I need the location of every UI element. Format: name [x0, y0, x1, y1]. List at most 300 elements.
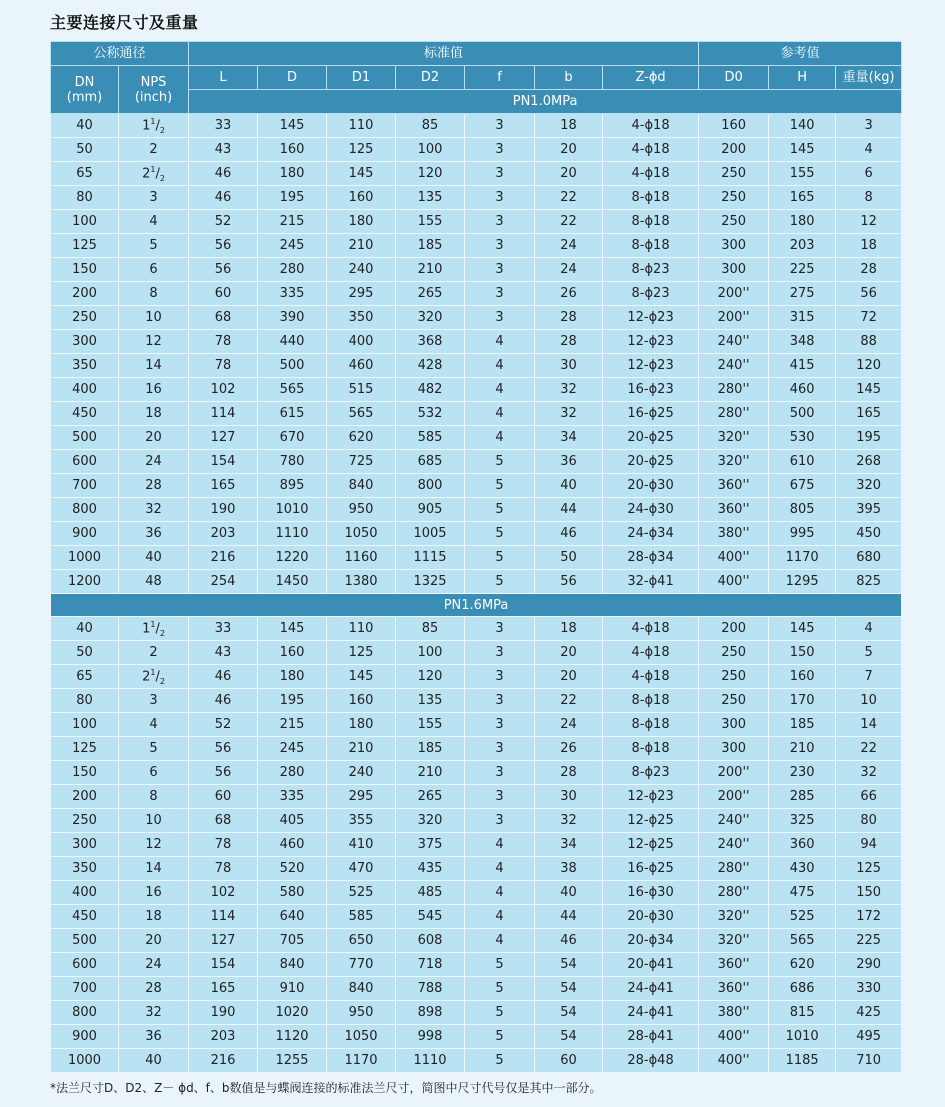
- cell-d: 580: [258, 881, 327, 905]
- cell-bolts: 8-ϕ18: [603, 234, 699, 258]
- nps-whole: 18: [145, 909, 162, 924]
- table-row: [51, 522, 902, 546]
- cell-l: 43: [189, 138, 258, 162]
- nps-whole: 8: [149, 286, 158, 301]
- nps-fraction-numerator: 1: [150, 164, 156, 174]
- cell-nps: [119, 570, 189, 594]
- cell-d2: 1325: [396, 570, 465, 594]
- cell-bolts: 12-ϕ23: [603, 306, 699, 330]
- cell-h: 500: [769, 402, 836, 426]
- cell-d2: 100: [396, 138, 465, 162]
- cell-f: 4: [465, 354, 535, 378]
- cell-b: 54: [535, 977, 603, 1001]
- cell-weight: 94: [836, 833, 902, 857]
- cell-l: 78: [189, 857, 258, 881]
- cell-b: 28: [535, 761, 603, 785]
- cell-bolts: 20-ϕ25: [603, 450, 699, 474]
- cell-d1: 110: [327, 114, 396, 138]
- table-row: [51, 665, 902, 689]
- cell-d2: 608: [396, 929, 465, 953]
- cell-b: 24: [535, 258, 603, 282]
- nps-fraction-numerator: 1: [150, 619, 156, 629]
- cell-d2: 585: [396, 426, 465, 450]
- cell-nps: [119, 546, 189, 570]
- cell-l: 68: [189, 306, 258, 330]
- cell-d1: 180: [327, 210, 396, 234]
- cell-f: 4: [465, 426, 535, 450]
- nps-whole: 48: [145, 574, 162, 589]
- table-row: [51, 737, 902, 761]
- cell-d2: 120: [396, 162, 465, 186]
- cell-h: 155: [769, 162, 836, 186]
- table-row: [51, 905, 902, 929]
- cell-d1: 515: [327, 378, 396, 402]
- cell-b: 56: [535, 570, 603, 594]
- cell-d0: 200: [699, 138, 769, 162]
- cell-d0: 320'': [699, 426, 769, 450]
- cell-nps: [119, 474, 189, 498]
- cell-weight: 66: [836, 785, 902, 809]
- cell-dn: 500: [51, 426, 119, 450]
- cell-d2: 435: [396, 857, 465, 881]
- cell-d1: 1050: [327, 1025, 396, 1049]
- cell-d: 195: [258, 186, 327, 210]
- header-dn: [51, 66, 119, 114]
- cell-nps: [119, 833, 189, 857]
- nps-fraction-slash: /: [155, 668, 160, 684]
- cell-l: 46: [189, 162, 258, 186]
- cell-weight: 425: [836, 1001, 902, 1025]
- table-row: [51, 833, 902, 857]
- cell-h: 675: [769, 474, 836, 498]
- cell-h: 145: [769, 138, 836, 162]
- cell-f: 4: [465, 402, 535, 426]
- cell-weight: 268: [836, 450, 902, 474]
- cell-d: 1450: [258, 570, 327, 594]
- cell-d0: 360'': [699, 474, 769, 498]
- cell-dn: 250: [51, 306, 119, 330]
- cell-d2: 1005: [396, 522, 465, 546]
- cell-d1: 1170: [327, 1049, 396, 1073]
- cell-bolts: 4-ϕ18: [603, 641, 699, 665]
- cell-h: 995: [769, 522, 836, 546]
- cell-l: 102: [189, 378, 258, 402]
- cell-l: 154: [189, 450, 258, 474]
- cell-d: 280: [258, 761, 327, 785]
- cell-f: 4: [465, 833, 535, 857]
- cell-weight: 395: [836, 498, 902, 522]
- cell-dn: 700: [51, 977, 119, 1001]
- nps-whole: 4: [149, 214, 158, 229]
- table-row: [51, 641, 902, 665]
- cell-nps: [119, 498, 189, 522]
- cell-d: 405: [258, 809, 327, 833]
- cell-weight: 825: [836, 570, 902, 594]
- table-row: [51, 689, 902, 713]
- table-row: [51, 713, 902, 737]
- cell-l: 56: [189, 737, 258, 761]
- cell-nps: [119, 857, 189, 881]
- cell-weight: 172: [836, 905, 902, 929]
- table-row: [51, 114, 902, 138]
- cell-weight: 145: [836, 378, 902, 402]
- cell-d2: 320: [396, 809, 465, 833]
- cell-d1: 950: [327, 498, 396, 522]
- cell-weight: 22: [836, 737, 902, 761]
- cell-weight: 450: [836, 522, 902, 546]
- table-row: [51, 570, 902, 594]
- cell-d1: 410: [327, 833, 396, 857]
- nps-whole: 20: [145, 430, 162, 445]
- cell-b: 44: [535, 905, 603, 929]
- cell-bolts: 20-ϕ25: [603, 426, 699, 450]
- cell-b: 24: [535, 713, 603, 737]
- cell-weight: 3: [836, 114, 902, 138]
- cell-nps: [119, 953, 189, 977]
- nps-whole: 5: [149, 238, 158, 253]
- cell-nps: [119, 881, 189, 905]
- cell-l: 127: [189, 929, 258, 953]
- cell-dn: 150: [51, 258, 119, 282]
- cell-b: 46: [535, 522, 603, 546]
- cell-dn: 80: [51, 186, 119, 210]
- table-row: [51, 426, 902, 450]
- cell-l: 216: [189, 546, 258, 570]
- cell-bolts: 24-ϕ30: [603, 498, 699, 522]
- cell-weight: 165: [836, 402, 902, 426]
- nps-fraction-denominator: 2: [159, 125, 165, 135]
- cell-bolts: 24-ϕ41: [603, 1001, 699, 1025]
- cell-d: 565: [258, 378, 327, 402]
- cell-bolts: 8-ϕ18: [603, 737, 699, 761]
- cell-b: 20: [535, 138, 603, 162]
- cell-h: 415: [769, 354, 836, 378]
- cell-h: 225: [769, 258, 836, 282]
- cell-l: 154: [189, 953, 258, 977]
- cell-dn: 700: [51, 474, 119, 498]
- cell-d0: 400'': [699, 546, 769, 570]
- cell-l: 102: [189, 881, 258, 905]
- cell-l: 165: [189, 977, 258, 1001]
- cell-d0: 250: [699, 186, 769, 210]
- cell-d0: 250: [699, 162, 769, 186]
- cell-weight: 4: [836, 138, 902, 162]
- cell-b: 22: [535, 186, 603, 210]
- cell-l: 78: [189, 354, 258, 378]
- cell-h: 170: [769, 689, 836, 713]
- cell-l: 203: [189, 522, 258, 546]
- cell-l: 165: [189, 474, 258, 498]
- nps-whole: 3: [149, 693, 158, 708]
- cell-bolts: 12-ϕ25: [603, 833, 699, 857]
- cell-h: 203: [769, 234, 836, 258]
- cell-d: 615: [258, 402, 327, 426]
- cell-f: 5: [465, 570, 535, 594]
- cell-d2: 368: [396, 330, 465, 354]
- cell-d: 180: [258, 162, 327, 186]
- cell-d: 640: [258, 905, 327, 929]
- cell-d0: 200'': [699, 306, 769, 330]
- cell-l: 254: [189, 570, 258, 594]
- cell-nps: [119, 234, 189, 258]
- nps-whole: 3: [149, 190, 158, 205]
- cell-d2: 155: [396, 713, 465, 737]
- cell-weight: 10: [836, 689, 902, 713]
- cell-d: 145: [258, 114, 327, 138]
- cell-nps: [119, 186, 189, 210]
- cell-weight: 80: [836, 809, 902, 833]
- cell-b: 54: [535, 1025, 603, 1049]
- cell-nps: [119, 761, 189, 785]
- table-row: [51, 354, 902, 378]
- cell-weight: 88: [836, 330, 902, 354]
- cell-nps: [119, 306, 189, 330]
- cell-d1: 210: [327, 234, 396, 258]
- cell-nps: [119, 354, 189, 378]
- table-row: [51, 881, 902, 905]
- header-col-b: b: [535, 66, 603, 90]
- section-label-pn10: PN1.0MPa: [189, 90, 902, 114]
- cell-d: 895: [258, 474, 327, 498]
- cell-dn: 125: [51, 234, 119, 258]
- cell-f: 3: [465, 258, 535, 282]
- cell-d0: 280'': [699, 402, 769, 426]
- cell-l: 60: [189, 785, 258, 809]
- nps-fraction-slash: /: [155, 117, 160, 133]
- nps-whole: 5: [149, 741, 158, 756]
- header-col-f: f: [465, 66, 535, 90]
- cell-d2: 185: [396, 737, 465, 761]
- table-row: [51, 186, 902, 210]
- cell-b: 60: [535, 1049, 603, 1073]
- cell-f: 5: [465, 546, 535, 570]
- nps-whole: 1: [142, 620, 151, 636]
- cell-weight: 290: [836, 953, 902, 977]
- cell-bolts: 28-ϕ48: [603, 1049, 699, 1073]
- cell-d: 500: [258, 354, 327, 378]
- cell-d2: 185: [396, 234, 465, 258]
- cell-h: 620: [769, 953, 836, 977]
- cell-dn: 600: [51, 450, 119, 474]
- cell-d1: 950: [327, 1001, 396, 1025]
- cell-d1: 145: [327, 162, 396, 186]
- cell-b: 44: [535, 498, 603, 522]
- cell-d: 180: [258, 665, 327, 689]
- cell-d2: 428: [396, 354, 465, 378]
- table-row: [51, 809, 902, 833]
- cell-b: 18: [535, 617, 603, 641]
- table-row: [51, 617, 902, 641]
- cell-d0: 280'': [699, 857, 769, 881]
- cell-d2: 532: [396, 402, 465, 426]
- cell-d1: 460: [327, 354, 396, 378]
- cell-d2: 1115: [396, 546, 465, 570]
- cell-h: 325: [769, 809, 836, 833]
- cell-bolts: 12-ϕ23: [603, 330, 699, 354]
- cell-b: 32: [535, 378, 603, 402]
- cell-dn: 450: [51, 402, 119, 426]
- cell-weight: 495: [836, 1025, 902, 1049]
- cell-dn: 150: [51, 761, 119, 785]
- cell-l: 203: [189, 1025, 258, 1049]
- cell-nps: [119, 378, 189, 402]
- table-row: [51, 162, 902, 186]
- cell-d2: 85: [396, 617, 465, 641]
- nps-whole: 14: [145, 861, 162, 876]
- cell-d1: 110: [327, 617, 396, 641]
- nps-whole: 12: [145, 837, 162, 852]
- header-col-h: H: [769, 66, 836, 90]
- cell-nps: [119, 617, 189, 641]
- cell-h: 150: [769, 641, 836, 665]
- cell-d0: 200'': [699, 761, 769, 785]
- cell-d0: 160: [699, 114, 769, 138]
- cell-d0: 400'': [699, 1049, 769, 1073]
- cell-d: 460: [258, 833, 327, 857]
- cell-f: 3: [465, 761, 535, 785]
- cell-d0: 300: [699, 713, 769, 737]
- cell-d2: 545: [396, 905, 465, 929]
- cell-nps: [119, 402, 189, 426]
- cell-d0: 300: [699, 737, 769, 761]
- cell-dn: 125: [51, 737, 119, 761]
- header-col-weight: 重量(kg): [836, 66, 902, 90]
- cell-d2: 898: [396, 1001, 465, 1025]
- cell-weight: 680: [836, 546, 902, 570]
- cell-d1: 1160: [327, 546, 396, 570]
- cell-bolts: 8-ϕ18: [603, 210, 699, 234]
- cell-dn: 800: [51, 1001, 119, 1025]
- cell-d2: 265: [396, 785, 465, 809]
- nps-whole: 36: [145, 1029, 162, 1044]
- cell-bolts: 4-ϕ18: [603, 162, 699, 186]
- cell-b: 20: [535, 162, 603, 186]
- cell-h: 430: [769, 857, 836, 881]
- cell-h: 145: [769, 617, 836, 641]
- cell-d: 160: [258, 138, 327, 162]
- cell-l: 78: [189, 833, 258, 857]
- cell-weight: 320: [836, 474, 902, 498]
- cell-weight: 32: [836, 761, 902, 785]
- cell-dn: 50: [51, 641, 119, 665]
- cell-d0: 240'': [699, 809, 769, 833]
- cell-f: 4: [465, 857, 535, 881]
- cell-d0: 380'': [699, 1001, 769, 1025]
- cell-d1: 160: [327, 186, 396, 210]
- cell-f: 3: [465, 737, 535, 761]
- cell-b: 40: [535, 474, 603, 498]
- cell-d: 1220: [258, 546, 327, 570]
- cell-d: 1120: [258, 1025, 327, 1049]
- cell-b: 20: [535, 641, 603, 665]
- cell-l: 56: [189, 234, 258, 258]
- cell-h: 348: [769, 330, 836, 354]
- table-row: [51, 929, 902, 953]
- cell-nps: [119, 282, 189, 306]
- cell-nps: [119, 210, 189, 234]
- cell-d1: 125: [327, 641, 396, 665]
- cell-f: 3: [465, 689, 535, 713]
- nps-fraction-numerator: 1: [150, 116, 156, 126]
- cell-bolts: 16-ϕ25: [603, 402, 699, 426]
- cell-d1: 295: [327, 282, 396, 306]
- cell-d1: 125: [327, 138, 396, 162]
- cell-nps: [119, 258, 189, 282]
- cell-h: 475: [769, 881, 836, 905]
- cell-weight: 14: [836, 713, 902, 737]
- cell-b: 36: [535, 450, 603, 474]
- cell-f: 5: [465, 522, 535, 546]
- cell-dn: 500: [51, 929, 119, 953]
- cell-nps: [119, 1025, 189, 1049]
- cell-d0: 360'': [699, 953, 769, 977]
- table-row: [51, 857, 902, 881]
- cell-h: 525: [769, 905, 836, 929]
- cell-f: 3: [465, 713, 535, 737]
- cell-bolts: 8-ϕ23: [603, 282, 699, 306]
- cell-d0: 360'': [699, 498, 769, 522]
- cell-d0: 250: [699, 641, 769, 665]
- nps-whole: 12: [145, 334, 162, 349]
- cell-h: 1010: [769, 1025, 836, 1049]
- header-nps-unit: (inch): [134, 89, 173, 105]
- cell-bolts: 28-ϕ41: [603, 1025, 699, 1049]
- cell-nps: [119, 977, 189, 1001]
- cell-h: 610: [769, 450, 836, 474]
- nps-whole: 18: [145, 406, 162, 421]
- cell-d0: 280'': [699, 881, 769, 905]
- nps-whole: 2: [149, 645, 158, 660]
- nps-whole: 6: [149, 765, 158, 780]
- table-row: [51, 306, 902, 330]
- cell-h: 565: [769, 929, 836, 953]
- cell-dn: 65: [51, 665, 119, 689]
- nps-whole: 10: [145, 813, 162, 828]
- cell-bolts: 8-ϕ23: [603, 761, 699, 785]
- cell-d1: 210: [327, 737, 396, 761]
- cell-nps: [119, 905, 189, 929]
- nps-whole: 6: [149, 262, 158, 277]
- cell-d0: 280'': [699, 378, 769, 402]
- cell-dn: 400: [51, 378, 119, 402]
- header-col-bolts: Z-ϕd: [603, 66, 699, 90]
- cell-l: 33: [189, 114, 258, 138]
- cell-d2: 320: [396, 306, 465, 330]
- cell-d2: 85: [396, 114, 465, 138]
- cell-d2: 155: [396, 210, 465, 234]
- cell-dn: 350: [51, 857, 119, 881]
- cell-b: 26: [535, 282, 603, 306]
- cell-weight: 125: [836, 857, 902, 881]
- table-row: [51, 258, 902, 282]
- cell-dn: 250: [51, 809, 119, 833]
- table-row: [51, 402, 902, 426]
- cell-f: 3: [465, 306, 535, 330]
- table-row: [51, 210, 902, 234]
- cell-d2: 210: [396, 258, 465, 282]
- nps-whole: 16: [145, 885, 162, 900]
- table-row: [51, 282, 902, 306]
- cell-l: 114: [189, 402, 258, 426]
- nps-whole: 36: [145, 526, 162, 541]
- cell-h: 230: [769, 761, 836, 785]
- cell-dn: 300: [51, 330, 119, 354]
- table-body: [51, 114, 902, 1073]
- cell-b: 20: [535, 665, 603, 689]
- page-title: 主要连接尺寸及重量: [50, 13, 199, 32]
- cell-d2: 905: [396, 498, 465, 522]
- cell-weight: 5: [836, 641, 902, 665]
